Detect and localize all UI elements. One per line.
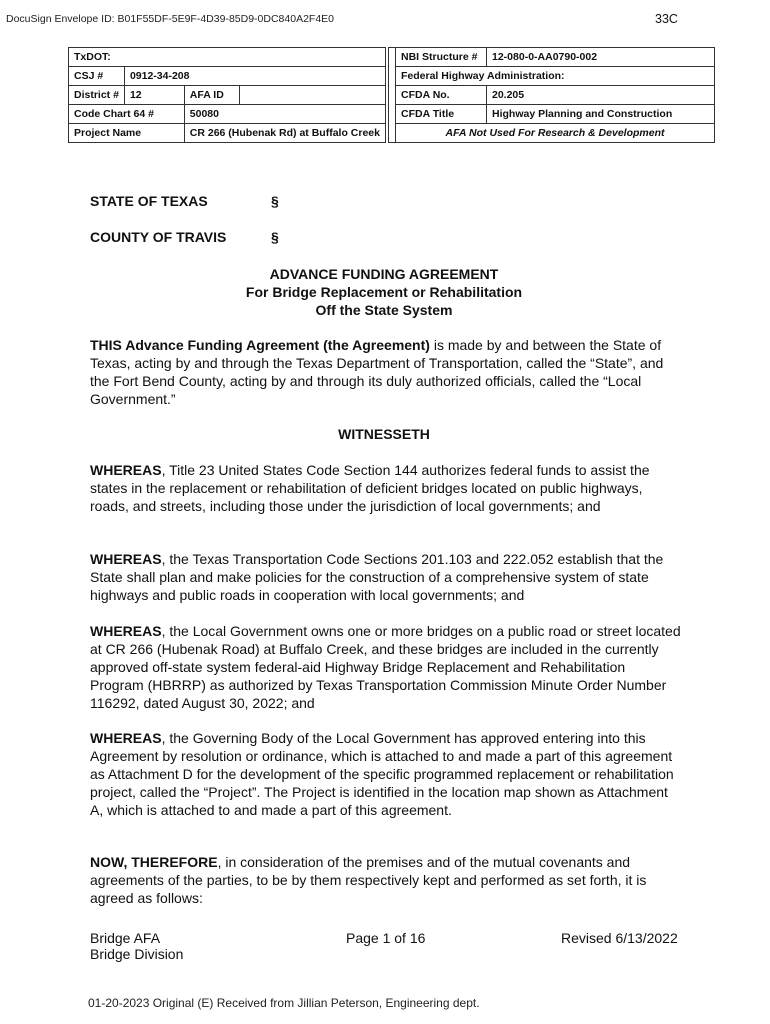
header-left-table <box>68 47 386 143</box>
whereas-paragraph <box>90 622 682 712</box>
afa-research-note: AFA Not Used For Research & Development <box>396 124 715 143</box>
whereas-text: , the Local Government owns one or more bridges on a public road or street located at CR 266 (Hubenak Road) at Buffalo Creek, and these bridges are included in the currently approved off-state system federal-aid Highway Bridge Replacement and Rehabilitation Program (HBRRP) as authorized by Texas Transportation Commission Minute Order Number 116292, dated August 30, 2022; and <box>90 623 681 711</box>
title-line-2: For Bridge Replacement or Rehabilitation <box>245 284 523 300</box>
now-therefore-text: , in consideration of the premises and of the mutual covenants and agreements of the parties, to be by them respectively kept and performed as set forth, it is agreed as follows: <box>90 854 647 906</box>
whereas-text: , Title 23 United States Code Section 144 authorizes federal funds to assist the states in the replacement or rehabilitation of deficient bridges located on public highways, roads, and streets, including those under the jurisdiction of local governments; and <box>90 462 650 514</box>
footer-bridge-division: Bridge Division <box>90 946 184 962</box>
received-note: 01-20-2023 Original (E) Received from Jillian Peterson, Engineering dept. <box>88 996 480 1010</box>
whereas-lead: WHEREAS <box>90 730 162 746</box>
afa-id-value <box>239 86 385 105</box>
whereas-lead: WHEREAS <box>90 623 162 639</box>
nbi-label: NBI Structure # <box>396 48 487 67</box>
witnesseth-heading: WITNESSETH <box>338 426 430 442</box>
county-of-travis: COUNTY OF TRAVIS <box>90 229 227 245</box>
footer-bridge-afa: Bridge AFA <box>90 930 161 946</box>
whereas-paragraph <box>90 550 682 604</box>
intro-text: is made by and between the State of Texas, acting by and through the Texas Department of Transportation, called the “State”, and the Fort Bend County, acting by and through its duly authorized officials, called the “Local Government.” <box>90 337 664 407</box>
cfda-no-label: CFDA No. <box>396 86 487 105</box>
district-value: 12 <box>124 86 184 105</box>
whereas-paragraph <box>90 729 682 819</box>
nbi-value: 12-080-0-AA0790-002 <box>487 48 715 67</box>
title-line-1: ADVANCE FUNDING AGREEMENT <box>269 266 499 282</box>
txdot-label: TxDOT: <box>69 48 386 67</box>
project-name-label: Project Name <box>69 124 185 143</box>
project-name-value: CR 266 (Hubenak Rd) at Buffalo Creek <box>184 124 385 143</box>
afa-id-label: AFA ID <box>184 86 239 105</box>
cfda-title-value: Highway Planning and Construction <box>487 105 715 124</box>
whereas-paragraph <box>90 461 682 515</box>
revised-date: Revised 6/13/2022 <box>561 930 678 946</box>
page-code: 33C <box>655 12 678 26</box>
page-number: Page 1 of 16 <box>346 930 426 946</box>
code-chart-label: Code Chart 64 # <box>69 105 185 124</box>
whereas-text: , the Governing Body of the Local Government has approved entering into this Agreement by resolution or ordinance, which is attached to and made a part of this agreement as Attachment D for the development of the specific programmed replacement or rehabilitation project, called the “Project”. The Project is identified in the location map shown as Attachment A, which is attached to and made a part of this agreement. <box>90 730 674 818</box>
section-symbol-county: § <box>271 229 279 245</box>
whereas-lead: WHEREAS <box>90 551 162 567</box>
whereas-text: , the Texas Transportation Code Sections 201.103 and 222.052 establish that the State shall plan and make policies for the construction of a comprehensive system of state highways and public roads in cooperation with local governments; and <box>90 551 664 603</box>
code-chart-value: 50080 <box>184 105 385 124</box>
section-symbol-state: § <box>271 193 279 209</box>
title-line-3: Off the State System <box>315 302 453 318</box>
state-of-texas: STATE OF TEXAS <box>90 193 208 209</box>
header-spacer-cell <box>389 48 396 143</box>
agreement-title <box>90 265 678 319</box>
footer-left <box>90 930 183 962</box>
csj-value: 0912-34-208 <box>124 67 385 86</box>
intro-paragraph <box>90 336 682 408</box>
cfda-no-value: 20.205 <box>487 86 715 105</box>
district-label: District # <box>69 86 125 105</box>
fha-label: Federal Highway Administration: <box>396 67 715 86</box>
intro-lead: THIS Advance Funding Agreement (the Agreement) <box>90 337 430 353</box>
whereas-lead: WHEREAS <box>90 462 162 478</box>
now-therefore-lead: NOW, THEREFORE <box>90 854 218 870</box>
csj-label: CSJ # <box>69 67 125 86</box>
now-therefore-paragraph <box>90 853 682 907</box>
envelope-id: DocuSign Envelope ID: B01F55DF-5E9F-4D39-85D9-0DC840A2F4E0 <box>6 13 335 25</box>
cfda-title-label: CFDA Title <box>396 105 487 124</box>
header-right-table <box>388 47 715 143</box>
